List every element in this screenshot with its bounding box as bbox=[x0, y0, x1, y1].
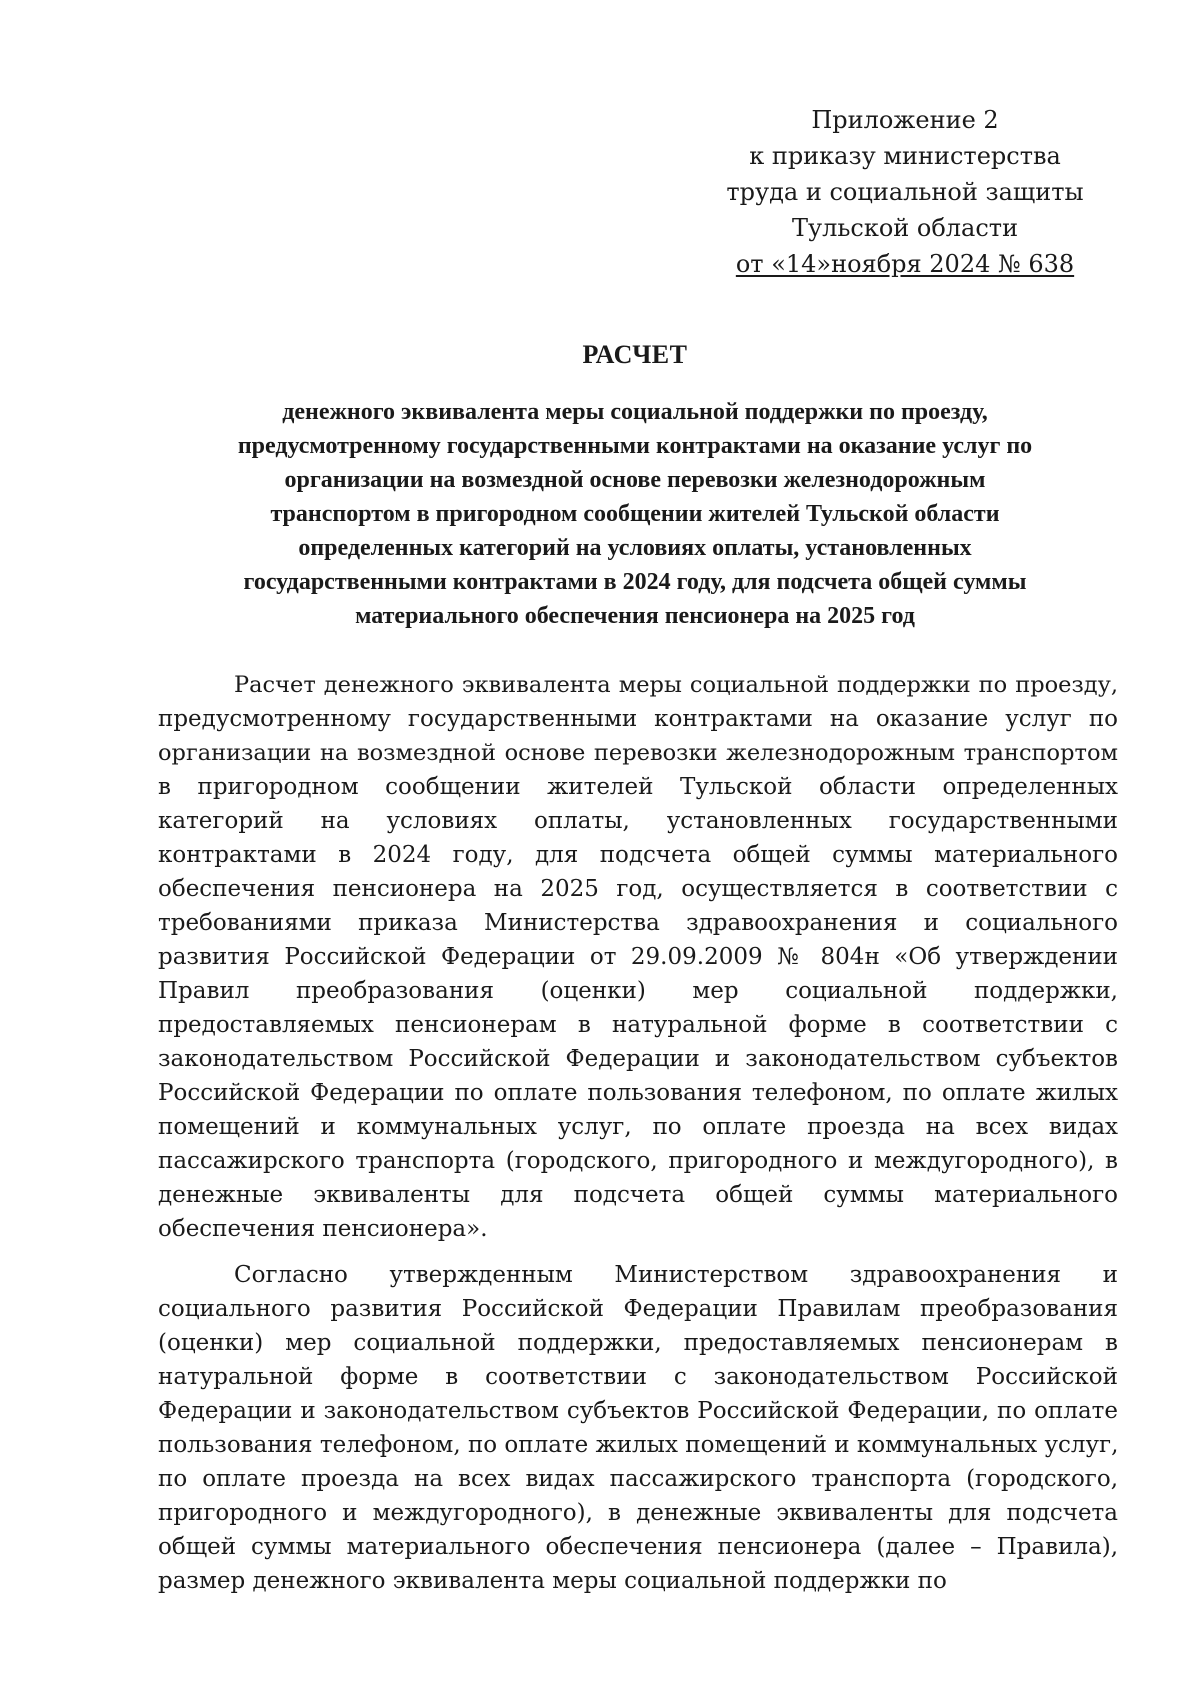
subtitle-line: организации на возмездной основе перевозки железнодорожным bbox=[284, 467, 986, 493]
paragraph-1 bbox=[158, 668, 1118, 1246]
body-line: денежные эквиваленты для подсчета общей суммы материального bbox=[158, 1182, 1118, 1208]
body-line: обеспечения пенсионера». bbox=[158, 1216, 488, 1242]
body-line: пассажирского транспорта (городского, пригородного и междугородного), в bbox=[158, 1148, 1118, 1174]
body-line: размер денежного эквивалента меры социальной поддержки по bbox=[158, 1568, 947, 1594]
body-line: в пригородном сообщении жителей Тульской области определенных bbox=[158, 774, 1118, 800]
appendix-line: Тульской области bbox=[791, 214, 1019, 242]
body-line: контрактами в 2024 году, для подсчета общей суммы материального bbox=[158, 842, 1118, 868]
body-line: Российской Федерации по оплате пользования телефоном, по оплате жилых bbox=[158, 1080, 1118, 1106]
subtitle-line: материального обеспечения пенсионера на 2025 год bbox=[355, 603, 915, 629]
subtitle-line: государственными контрактами в 2024 году, для подсчета общей суммы bbox=[243, 569, 1027, 595]
paragraph-2 bbox=[158, 1258, 1118, 1598]
subtitle-line: определенных категорий на условиях оплаты, установленных bbox=[298, 535, 972, 561]
body-line: социального развития Российской Федерации Правилам преобразования bbox=[158, 1296, 1118, 1322]
body-line: обеспечения пенсионера на 2025 год, осуществляется в соответствии с bbox=[158, 876, 1118, 902]
body-line: по оплате проезда на всех видах пассажирского транспорта (городского, bbox=[158, 1466, 1118, 1492]
body-line: предоставляемых пенсионерам в натуральной форме в соответствии с bbox=[158, 1012, 1118, 1038]
body-line: пользования телефоном, по оплате жилых помещений и коммунальных услуг, bbox=[158, 1432, 1119, 1458]
body-line: Федерации и законодательством субъектов Российской Федерации, по оплате bbox=[158, 1398, 1118, 1424]
appendix-block bbox=[700, 102, 1110, 282]
body-line: Согласно утвержденным Министерством здравоохранения и bbox=[234, 1262, 1118, 1288]
document-body bbox=[158, 668, 1118, 1598]
appendix-line: к приказу министерства bbox=[749, 142, 1061, 170]
appendix-line: труда и социальной защиты bbox=[726, 178, 1084, 206]
body-line: (оценки) мер социальной поддержки, предоставляемых пенсионерам в bbox=[158, 1330, 1118, 1356]
subtitle-line: предусмотренному государственными контрактами на оказание услуг по bbox=[237, 433, 1033, 459]
body-line: помещений и коммунальных услуг, по оплате проезда на всех видах bbox=[158, 1114, 1118, 1140]
body-line: общей суммы материального обеспечения пенсионера (далее – Правила), bbox=[158, 1534, 1118, 1560]
document-subtitle bbox=[150, 395, 1120, 633]
appendix-line: Приложение 2 bbox=[811, 106, 999, 134]
order-reference: от «14»ноября 2024 № 638 bbox=[735, 250, 1075, 278]
body-line: Правил преобразования (оценки) мер социальной поддержки, bbox=[158, 978, 1118, 1004]
body-line: категорий на условиях оплаты, установленных государственными bbox=[158, 808, 1118, 834]
document-title: РАСЧЕТ bbox=[582, 340, 688, 369]
body-line: развития Российской Федерации от 29.09.2009 № 804н «Об утверждении bbox=[158, 944, 1118, 970]
body-line: пригородного и междугородного), в денежные эквиваленты для подсчета bbox=[158, 1500, 1118, 1526]
body-line: требованиями приказа Министерства здравоохранения и социального bbox=[158, 910, 1118, 936]
body-line: организации на возмездной основе перевозки железнодорожным транспортом bbox=[158, 740, 1118, 766]
body-line: Расчет денежного эквивалента меры социальной поддержки по проезду, bbox=[234, 672, 1118, 698]
body-line: законодательством Российской Федерации и законодательством субъектов bbox=[158, 1046, 1118, 1072]
body-line: натуральной форме в соответствии с законодательством Российской bbox=[158, 1364, 1118, 1390]
body-line: предусмотренному государственными контрактами на оказание услуг по bbox=[158, 706, 1118, 732]
subtitle-line: денежного эквивалента меры социальной поддержки по проезду, bbox=[282, 399, 988, 425]
subtitle-line: транспортом в пригородном сообщении жителей Тульской области bbox=[270, 501, 1000, 527]
